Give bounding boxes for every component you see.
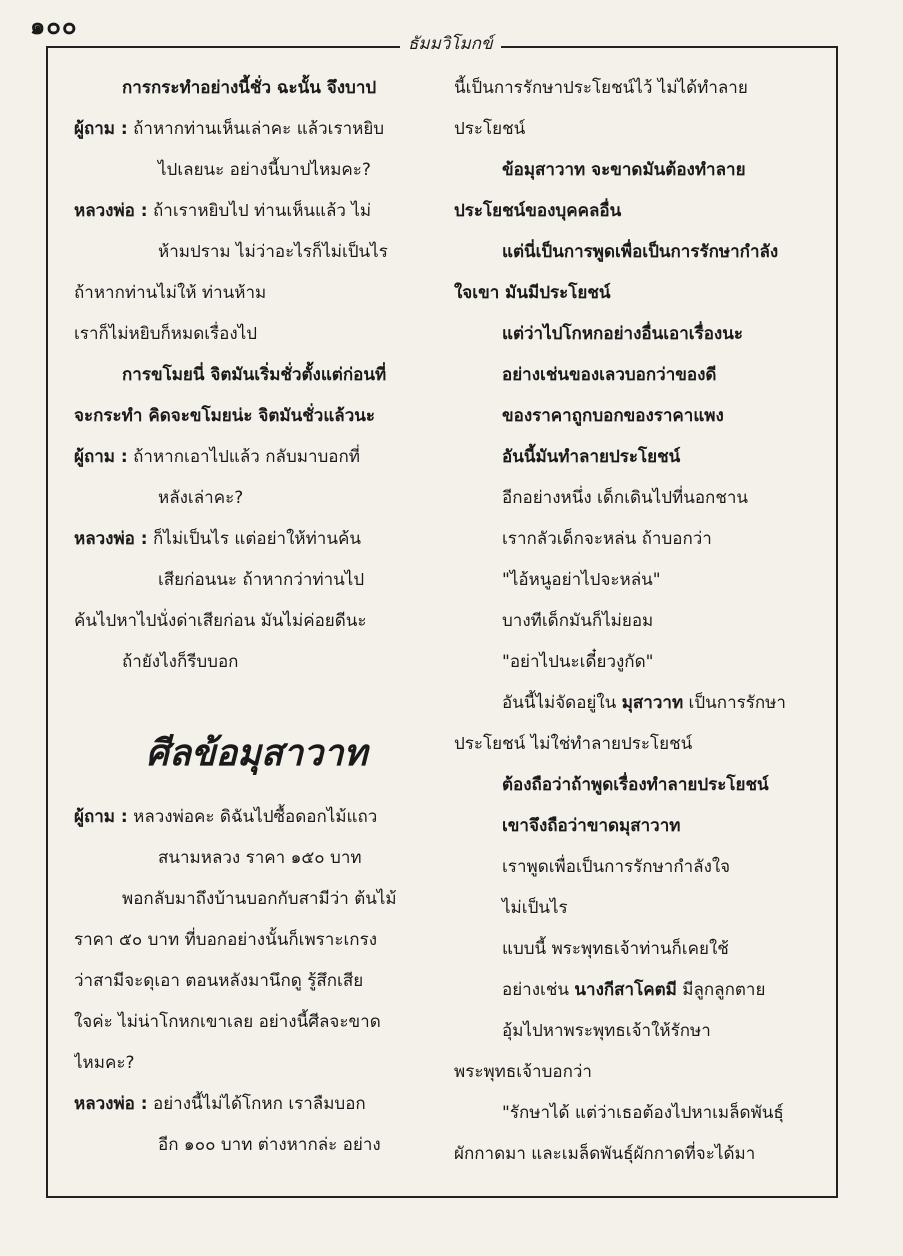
speaker-label: ผู้ถาม : [74, 119, 128, 139]
text-line: ไม่เป็นไร [502, 898, 568, 918]
text-line: ต้องถือว่าถ้าพูดเรื่องทำลายประโยชน์ [502, 775, 769, 795]
text-line: พระพุทธเจ้าบอกว่า [454, 1062, 592, 1082]
text-line: แต่ว่าไปโกหกอย่างอื่นเอาเรื่องนะ [502, 324, 743, 344]
dialogue-line [74, 1084, 446, 1125]
text-line: เสียก่อนนะ ถ้าหากว่าท่านไป [158, 570, 365, 590]
speaker-label: หลวงพ่อ : [74, 201, 148, 221]
text-line: อุ้มไปหาพระพุทธเจ้าให้รักษา [502, 1021, 711, 1041]
text-line: แบบนี้ พระพุทธเจ้าท่านก็เคยใช้ [502, 939, 729, 959]
text-line [454, 683, 826, 724]
dialogue-line [74, 519, 446, 560]
text-line: ถ้ายังไงก็รีบบอก [122, 652, 239, 672]
text-line: ค้นไปหาไปนั่งด่าเสียก่อน มันไม่ค่อยดีนะ [74, 611, 367, 631]
text-line: เรากลัวเด็กจะหล่น ถ้าบอกว่า [502, 529, 712, 549]
line-text: ถ้าหากเอาไปแล้ว กลับมาบอกที่ [127, 447, 361, 467]
dialogue-line [74, 797, 446, 838]
line-text: เป็นการรักษา [683, 693, 786, 713]
text-line: อย่างเช่นของเลวบอกว่าของดี [502, 365, 717, 385]
text-line: "รักษาได้ แต่ว่าเธอต้องไปหาเมล็ดพันธุ์ [502, 1103, 784, 1123]
dialogue-line [74, 109, 446, 150]
text-line: การขโมยนี่ จิตมันเริ่มชั่วตั้งแต่ก่อนที่ [122, 365, 387, 385]
text-line: อันนี้มันทำลายประโยชน์ [502, 447, 681, 467]
dialogue-line [74, 191, 446, 232]
text-line: ใจเขา มันมีประโยชน์ [454, 283, 611, 303]
speaker-label: หลวงพ่อ : [74, 1094, 148, 1114]
right-column [454, 68, 826, 1175]
running-header: ธัมมวิโมกข์ [400, 30, 501, 57]
line-text: ก็ไม่เป็นไร แต่อย่าให้ท่านค้น [147, 529, 361, 549]
speaker-label: ผู้ถาม : [74, 447, 128, 467]
text-line: ว่าสามีจะดุเอา ตอนหลังมานึกดู รู้สึกเสีย [74, 971, 364, 991]
line-text: ถ้าเราหยิบไป ท่านเห็นแล้ว ไม่ [147, 201, 372, 221]
term-bold: มุสาวาท [621, 693, 684, 713]
line-text: อย่างเช่น [502, 980, 575, 1000]
dialogue-line [74, 437, 446, 478]
text-line: ข้อมุสาวาท จะขาดมันต้องทำลาย [502, 160, 746, 180]
spacer [74, 683, 446, 709]
text-line: เราก็ไม่หยิบก็หมดเรื่องไป [74, 324, 258, 344]
text-line: "อย่าไปนะเดี๋ยวงูกัด" [502, 652, 654, 672]
text-line: เราพูดเพื่อเป็นการรักษากำลังใจ [502, 857, 731, 877]
text-line: ถ้าหากท่านไม่ให้ ท่านห้าม [74, 283, 267, 303]
text-line: ประโยชน์ของบุคคลอื่น [454, 201, 622, 221]
section-heading: ศีลข้อมุสาวาท [146, 732, 368, 774]
line-text: อันนี้ไม่จัดอยู่ใน [502, 693, 622, 713]
text-line: เขาจึงถือว่าขาดมุสาวาท [502, 816, 681, 836]
speaker-label: หลวงพ่อ : [74, 529, 148, 549]
text-line: การกระทำอย่างนี้ชั่ว ฉะนั้น จึงบาป [122, 78, 377, 98]
line-text: ถ้าหากท่านเห็นเล่าคะ แล้วเราหยิบ [127, 119, 385, 139]
text-line: ห้ามปราม ไม่ว่าอะไรก็ไม่เป็นไร [158, 242, 388, 262]
text-line: ใจค่ะ ไม่น่าโกหกเขาเลย อย่างนี้ศีลจะขาด [74, 1012, 381, 1032]
text-line: ผักกาดมา และเมล็ดพันธุ์ผักกาดที่จะได้มา [454, 1144, 756, 1164]
text-line: อีก ๑๐๐ บาท ต่างหากล่ะ อย่าง [158, 1135, 381, 1155]
page-number: ๑๐๐ [30, 12, 78, 40]
line-text: มีลูกลูกตาย [676, 980, 766, 1000]
text-line: ราคา ๕๐ บาท ที่บอกอย่างนั้นก็เพราะเกรง [74, 930, 378, 950]
text-line [454, 970, 826, 1011]
text-line: บางทีเด็กมันก็ไม่ยอม [502, 611, 654, 631]
line-text: อย่างนี้ไม่ได้โกหก เราลืมบอก [147, 1094, 366, 1114]
text-line: จะกระทำ คิดจะขโมยน่ะ จิตมันชั่วแล้วนะ [74, 406, 375, 426]
text-line: "ไอ้หนูอย่าไปจะหล่น" [502, 570, 661, 590]
text-line: ประโยชน์ ไม่ใช่ทำลายประโยชน์ [454, 734, 693, 754]
text-line: ไปเลยนะ อย่างนี้บาปไหมคะ? [158, 160, 371, 180]
text-line: พอกลับมาถึงบ้านบอกกับสามีว่า ต้นไม้ [122, 889, 397, 909]
left-column [74, 68, 446, 1166]
text-line: หลังเล่าคะ? [158, 488, 244, 508]
text-line: แต่นี่เป็นการพูดเพื่อเป็นการรักษากำลัง [502, 242, 779, 262]
line-text: หลวงพ่อคะ ดิฉันไปซื้อดอกไม้แถว [127, 807, 378, 827]
text-line: ของราคาถูกบอกของราคาแพง [502, 406, 724, 426]
text-line: ประโยชน์ [454, 119, 526, 139]
text-line: นี้เป็นการรักษาประโยชน์ไว้ ไม่ได้ทำลาย [454, 78, 748, 98]
text-line: สนามหลวง ราคา ๑๕๐ บาท [158, 848, 362, 868]
text-line: ไหมคะ? [74, 1053, 135, 1073]
text-line: อีกอย่างหนึ่ง เด็กเดินไปที่นอกชาน [502, 488, 749, 508]
speaker-label: ผู้ถาม : [74, 807, 128, 827]
term-bold: นางกีสาโคตมี [574, 980, 677, 1000]
